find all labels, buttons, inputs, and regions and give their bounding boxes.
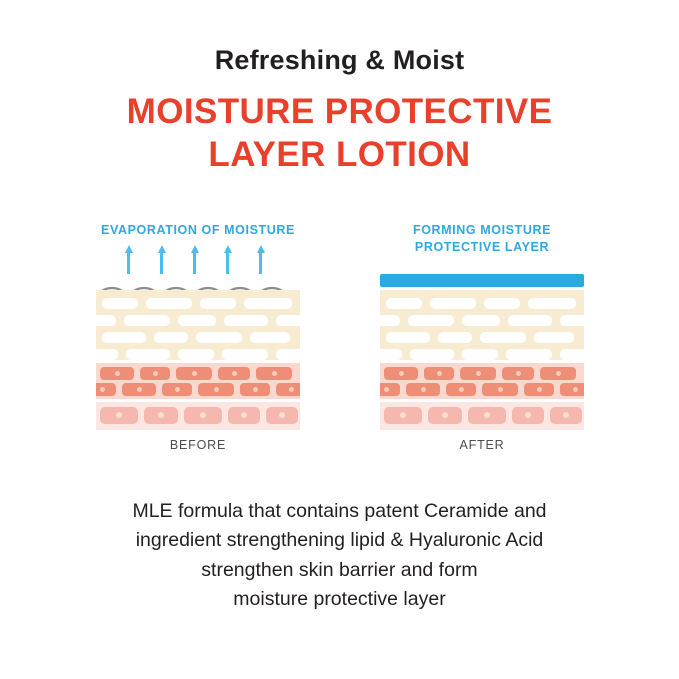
page-subtitle: Refreshing & Moist xyxy=(214,45,465,75)
skin-cross-section xyxy=(380,290,584,430)
before-panel-label-line-1: EVAPORATION OF MOISTURE xyxy=(101,223,295,237)
epidermis-brick-layer xyxy=(96,290,300,360)
subcutaneous-pink-layer xyxy=(96,402,300,430)
body-copy-line-2: ingredient strengthening lipid & Hyaluronic Acid xyxy=(135,529,544,552)
body-copy-line-3: strengthen skin barrier and form xyxy=(201,558,478,581)
before-caption: BEFORE xyxy=(169,438,227,452)
header-block xyxy=(0,46,679,177)
after-panel-label-line-1: FORMING MOISTURE xyxy=(412,223,552,237)
body-copy-line-4: moisture protective layer xyxy=(233,587,446,610)
before-panel-label xyxy=(68,222,328,239)
before-panel xyxy=(68,222,328,462)
after-caption: AFTER xyxy=(459,438,505,452)
moisture-protective-bar xyxy=(380,274,584,287)
page-title-line-1: MOISTURE PROTECTIVE xyxy=(126,91,553,131)
body-copy xyxy=(60,497,619,614)
epidermis-brick-layer xyxy=(380,290,584,360)
body-copy-line-1: MLE formula that contains patent Ceramide and xyxy=(132,500,547,522)
dermis-salmon-layer xyxy=(380,363,584,399)
after-panel-label-line-2: PROTECTIVE LAYER xyxy=(414,239,550,254)
page-title-line-2: LAYER LOTION xyxy=(208,135,471,175)
subcutaneous-pink-layer xyxy=(380,402,584,430)
after-panel-label xyxy=(352,222,612,256)
dermis-salmon-layer xyxy=(96,363,300,399)
skin-diagram xyxy=(0,222,679,462)
page-title xyxy=(0,90,679,178)
skin-cross-section xyxy=(96,290,300,430)
after-panel xyxy=(352,222,612,462)
